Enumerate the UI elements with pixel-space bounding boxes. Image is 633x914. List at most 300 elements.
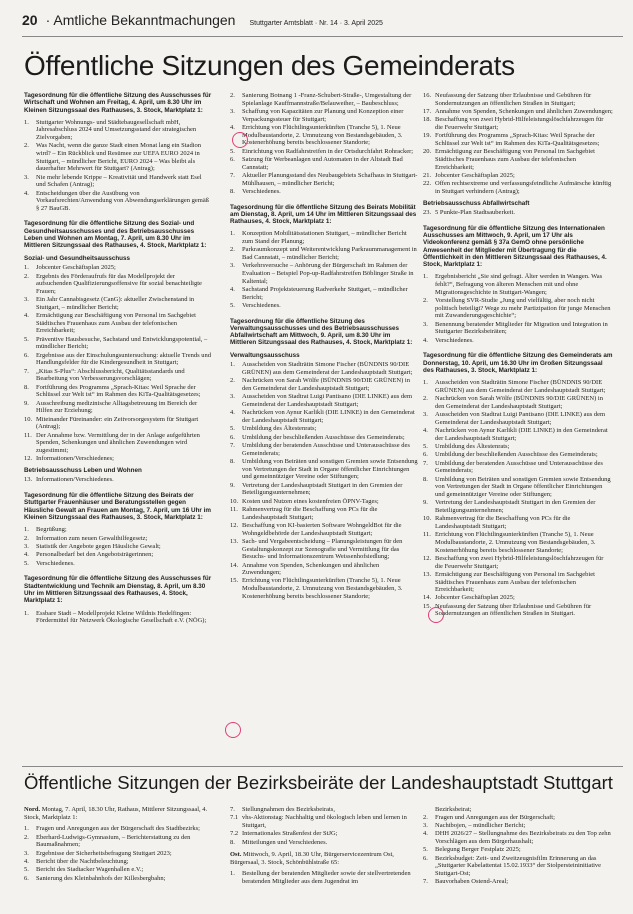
item-text: Sach- und Vergabeentscheidung – Planungsleistungen für den Gestaltungskonzept zur Szenografie und Vermittlung für das Besuchs- und Informationszentrum Weissenhofsiedlung;	[242, 537, 403, 561]
item-number: 7.1	[230, 814, 239, 822]
agenda-list	[24, 526, 212, 567]
item-number: 5.	[423, 443, 428, 451]
item-text: Ausscheiden von Stadtrat Luigi Pantisano (DIE LINKE) aus dem Gemeinderat der Landeshauptstadt Stuttgart;	[242, 393, 413, 408]
item-number: 1.	[24, 609, 29, 617]
item-text: Ermächtigung zur Beschäftigung von Personal im Sachgebiet Städtisches Frauenhaus zum Ausbau der telefonischen Erreichbarkeit;	[435, 570, 595, 594]
item-text: Umbildung des Ältestenrats;	[242, 425, 317, 433]
item-text: Fortführung des Programms „Sprach-Kitas: Weil Sprache der Schlüssel zur Welt ist“ im Rahmen des KiTa-Qualitätsgesetzes;	[435, 132, 600, 147]
item-text: Ermächtigung zur Beschäftigung von Personal im Sachgebiet Städtisches Frauenhaus zum Ausbau der telefonischen Erreichbarkeit;	[435, 148, 595, 171]
item-text: Fragen und Anregungen aus der Bürgerschaft;	[435, 813, 555, 821]
agenda-item	[230, 148, 418, 156]
item-number: 21.	[423, 171, 432, 179]
agenda-list	[230, 361, 418, 600]
agenda-item	[423, 855, 613, 878]
agenda-list	[423, 814, 613, 886]
district-name: Ost.	[230, 851, 242, 859]
item-number: 2.	[24, 142, 29, 150]
item-number: 5.	[230, 301, 235, 309]
item-text: DHH 2026/27 – Stellungnahme des Bezirksbeirats zu den Top zehn Vorschlägen aus dem Bürgerhaushalt;	[435, 830, 611, 845]
item-text: Neufassung der Satzung über Erlaubnisse und Gebühren für Sondernutzungen an öffentlichen Straßen in Stuttgart;	[435, 92, 592, 107]
agenda-item	[230, 522, 418, 537]
item-text: Umbildung der beratenden Ausschüsse und Unterausschüsse des Gemeinderats;	[435, 459, 603, 475]
item-number: 4.	[24, 551, 29, 559]
item-text: Ausschreibung medizinische Alltagsbetreuung im Bereich der Hilfen zur Erziehung;	[36, 399, 198, 415]
item-number: 6.	[423, 854, 428, 862]
item-text: Essbare Stadt – Modellprojekt Kleine Wildnis Hedelfingen: Fördermittel für Netzwerk Ökologische Gesellschaft e.V. (NÖG);	[36, 609, 207, 625]
item-text: Aktueller Planungsstand des Neubaugebiets Schafhaus in Stuttgart-Mühlhausen, – mündlicher Bericht;	[242, 171, 418, 187]
agenda-item	[24, 296, 212, 311]
agenda-item	[24, 526, 212, 534]
item-text: Umbildung von Beiräten und sonstigen Gremien sowie Entsendung von Vertretungen der Stadt in Organe öffentlicher Einrichtungen und gemeinnütziger Vereine oder Stiftungen;	[242, 458, 418, 481]
agenda-item	[24, 875, 209, 883]
agenda-item	[24, 336, 212, 351]
page-header	[22, 12, 623, 34]
item-number: 2.	[24, 534, 29, 542]
item-number: 4.	[423, 427, 428, 435]
item-text: Entscheidungen über die Ausübung von Vorkaufsrechten/Anwendung von Abwendungserklärungen gemäß § 27 BauGB.	[36, 189, 209, 212]
item-number: 1.	[24, 264, 29, 272]
item-number: 10.	[423, 515, 432, 523]
agenda-item	[423, 108, 613, 116]
item-number: 3.	[24, 542, 29, 550]
item-text: Personalbedarf bei den Angebotsträgerinnen;	[36, 551, 154, 559]
item-text: Verschiedenes.	[36, 559, 75, 567]
agenda-item	[230, 434, 418, 442]
agenda-heading: Tagesordnung für die öffentliche Sitzung des Sozial- und Gesundheitsausschusses und des Betriebsausschusses Leben und Wohnen am Montag, 7. April, um 8.30 Uhr im Mittleren Sitzungssaal des Rathauses, 4. Stock, Marktplatz 1:	[24, 220, 207, 250]
item-number: 8.	[230, 458, 235, 465]
agenda-item	[230, 806, 418, 814]
agenda-item	[24, 866, 209, 874]
agenda-item	[423, 209, 613, 217]
agenda-item	[423, 878, 613, 886]
agenda-item	[230, 562, 418, 577]
agenda-item	[423, 476, 613, 499]
agenda-item	[423, 846, 613, 854]
agenda-item	[423, 460, 613, 475]
item-text: Beschaffung von zwei Hybrid-Hilfeleistungslöschfahrzeugen für die Feuerwehr Stuttgart;	[435, 116, 604, 131]
agenda-list	[423, 379, 613, 618]
item-text: Bezirksbudget: Zeit- und Zweitzeugnisfilm Erinnerung an das „Stuttgarter Kabelattentat 15.02.1933“ der Stolpersteininitiative Stuttgart-Ost;	[435, 854, 602, 877]
item-text: Offen rechtsextreme und verfassungsfeindliche Aufmärsche künftig in Stuttgart verhindern (Antrag);	[435, 180, 612, 195]
item-number: 2.	[24, 272, 29, 280]
item-number: 12.	[423, 554, 432, 562]
item-text: Umbildung der beschließenden Ausschüsse des Gemeinderats;	[242, 433, 405, 441]
agenda-list	[423, 273, 613, 344]
agenda-item	[423, 297, 613, 320]
item-text: 5 Punkte-Plan Stadtsauberkeit.	[435, 209, 515, 217]
agenda-item	[230, 172, 418, 187]
item-number: 4.	[230, 285, 235, 293]
item-text: Vertretung der Landeshauptstadt Stuttgart in den Gremien der Beteiligungsunternehmen;	[242, 481, 403, 497]
item-text: Verkehrsversuche – Anhörung der Bürgerschaft im Rahmen der Evaluation – Beispiel Pop-up-Radfahrstreifen Böblinger Straße in Kaltental;	[242, 262, 414, 285]
agenda-item	[230, 839, 418, 847]
agenda-item	[423, 451, 613, 459]
agenda-heading: Tagesordnung für die öffentliche Sitzung des Internationalen Ausschusses am Mittwoch, 9. April, um 17 Uhr als Videokonferenz gemäß § 37a GemO ohne persönliche Anwesenheit der Mitglieder mit Übertragung für die Öffentlichkeit in den Mittleren Sitzungssaal des Rathauses, 4. Stock, Marktplatz 1:	[423, 224, 607, 269]
item-number: 7.	[230, 171, 235, 179]
item-number: 7.2	[230, 830, 239, 838]
item-number: 11.	[24, 431, 32, 439]
agenda-item	[230, 302, 418, 310]
item-number: 8.	[423, 475, 428, 483]
agenda-item	[230, 498, 418, 506]
item-number: 5.	[423, 846, 428, 854]
item-text: Benennung beratender Mitglieder für Migration und Integration in Stuttgarter Bezirksbeiräten;	[435, 320, 608, 336]
committee-subheading: Betriebsausschuss Leben und Wohnen	[24, 466, 142, 474]
item-text: Information zum neuen Gewalthilfegesetz;	[36, 534, 148, 542]
item-number: 15.	[230, 577, 239, 585]
item-number: 2.	[423, 395, 428, 403]
item-text: Ein Jahr Cannabisgesetz (CanG): aktueller Zwischenstand in Stuttgart, – mündlicher Bericht;	[36, 296, 195, 311]
item-text: Vorstellung SVR-Studie „Jung und vielfältig, aber noch nicht politisch beteiligt? Wege zu mehr Partizipation für junge Menschen mit Zuwanderungsgeschichte“;	[435, 297, 611, 320]
item-number: 3.	[24, 296, 29, 304]
agenda-heading: Tagesordnung für die öffentliche Sitzung des Verwaltungsausschusses und des Betriebsausschusses Abfallwirtschaft am Mittwoch, 9. April, um 8.30 Uhr im Mittleren Sitzungssaal des Rathauses, 4. Stock, Marktplatz 1:	[230, 317, 413, 347]
agenda-item	[230, 156, 418, 171]
item-number: 9.	[24, 399, 29, 407]
item-number: 4.	[24, 857, 29, 865]
item-number: 2.	[230, 92, 235, 99]
item-text: Nachtbojen, – mündlicher Bericht;	[435, 821, 526, 829]
item-number: 3.	[24, 173, 29, 181]
agenda-item	[423, 132, 613, 147]
committee-subheading: Sozial- und Gesundheitsausschuss	[24, 254, 131, 262]
agenda-item	[24, 119, 212, 142]
agenda-item	[24, 384, 212, 399]
item-text: Konzeption Mobilitätsstationen Stuttgart, – mündlicher Bericht zum Stand der Planung;	[242, 230, 407, 245]
item-text: Bauvorhaben Ostend-Areal;	[435, 878, 509, 886]
agenda-item	[24, 858, 209, 866]
item-text: Ergebnisse der Sicherheitsbefragung Stuttgart 2023;	[36, 849, 172, 857]
page-number: 20	[22, 12, 38, 28]
item-number: 11.	[230, 505, 238, 513]
item-text: Ergebnisse aus der Einschulungsuntersuchung: aktuelle Trends und Handlungsfelder für die Kindergesundheit in Stuttgart;	[36, 351, 211, 367]
item-text: Ausscheiden von Stadträtin Simone Fischer (BÜNDNIS 90/DIE GRÜNEN) aus dem Gemeinderat der Landeshauptstadt Stuttgart;	[242, 361, 413, 376]
agenda-item	[423, 822, 613, 830]
item-text: Errichtung von Flüchtlingsunterkünften (Tranche 5), 1. Neue Modulbaustandorte, 2. Umnutzung von Bestandsgebäuden, 3. Kostenerhöhung bereits beschlossener Standorte;	[242, 123, 403, 147]
item-number: 13.	[24, 476, 33, 484]
item-number: 13.	[230, 537, 239, 545]
item-number: 1.	[230, 361, 235, 369]
agenda-item	[24, 190, 212, 213]
agenda-item	[423, 830, 613, 845]
item-number: 1.	[230, 230, 235, 238]
main-title: Öffentliche Sitzungen des Gemeinderats	[24, 50, 515, 81]
agenda-item	[24, 416, 212, 431]
agenda-item	[423, 172, 613, 180]
committee-subheading: Verwaltungsausschuss	[230, 351, 300, 359]
item-number: 7.	[230, 806, 235, 813]
pink-highlight-circle	[232, 132, 248, 148]
agenda-item	[24, 455, 212, 463]
item-text: Stellungnahmen des Bezirksbeirats,	[242, 806, 335, 813]
item-number: 7.	[423, 459, 428, 467]
agenda-item	[230, 425, 418, 433]
item-number: 22.	[423, 180, 432, 188]
item-number: 14.	[423, 594, 432, 602]
agenda-item	[24, 400, 212, 415]
agenda-item	[24, 610, 212, 625]
item-text: Vertretung der Landeshauptstadt Stuttgart in den Gremien der Beteiligungsunternehmen;	[435, 499, 596, 514]
agenda-list	[423, 209, 613, 217]
agenda-list	[230, 870, 418, 885]
agenda-item	[24, 825, 209, 833]
agenda-item	[24, 834, 209, 849]
district-name: Nord.	[24, 806, 41, 813]
agenda-item	[423, 499, 613, 514]
agenda-item	[423, 443, 613, 451]
item-number: 4.	[24, 189, 29, 197]
item-number: 5.	[24, 559, 29, 567]
agenda-item	[230, 506, 418, 521]
agenda-item	[423, 411, 613, 426]
agenda-item	[24, 142, 212, 172]
agenda-item	[423, 379, 613, 394]
agenda-item	[423, 531, 613, 554]
item-number: 1.	[423, 273, 428, 281]
agenda-item	[230, 409, 418, 424]
item-text: Ermächtigung zur Beschäftigung von Personal im Sachgebiet Städtisches Frauenhaus zum Ausbau der telefonischen Erreichbarkeit;	[36, 312, 196, 335]
item-number: 10.	[230, 497, 239, 505]
item-text: Verschiedenes.	[435, 336, 474, 344]
agenda-list	[423, 92, 613, 196]
agenda-item	[423, 603, 613, 618]
meeting-info: Mittwoch, 9. April, 18.30 Uhr, Bürgerservicezentrum Ost, Bürgersaal, 3. Stock, Schönbühlstraße 65:	[230, 851, 394, 866]
section-title: · Amtliche Bekanntmachungen	[45, 12, 236, 28]
agenda-item	[423, 273, 613, 296]
item-number: 1.	[24, 526, 29, 534]
agenda-item	[230, 442, 418, 457]
item-number: 19.	[423, 132, 432, 140]
agenda-item	[423, 180, 613, 195]
item-number: 9.	[423, 499, 428, 507]
agenda-item	[230, 870, 418, 885]
agenda-item	[230, 393, 418, 408]
item-text: Rahmenvertrag für die Beschaffung von PCs für die Landeshauptstadt Stuttgart;	[242, 505, 378, 521]
item-number: 6.	[423, 451, 428, 459]
item-text: Parkraumkonzept und Weiterentwicklung Parkraummanagement in Bad Cannstatt, – mündlicher Bericht;	[242, 246, 417, 261]
item-number: 12.	[230, 521, 239, 529]
item-text: Nachrücken von Aynur Karlikli (DIE LINKE) in den Gemeinderat der Landeshauptstadt Stuttgart;	[242, 409, 415, 424]
section-rule	[22, 766, 623, 767]
item-text: Der Annahme bzw. Vermittlung der in der Anlage aufgeführten Spenden, Schenkungen und ähnlichen Zuwendungen wird zugestimmt;	[36, 431, 200, 454]
agenda-heading: Tagesordnung für die öffentliche Sitzung des Beirats der Stuttgarter Frauenhäuser und Beratungsstellen gegen Häusliche Gewalt an Frauen am Montag, 7. April, um 16 Uhr im Kleinen Sitzungssaal des Rathauses, 3. Stock, Marktplatz 1:	[24, 491, 211, 521]
item-number: 4.	[230, 409, 235, 417]
item-number: 7.	[423, 878, 428, 886]
committee-subheading: Betriebsausschuss Abfallwirtschaft	[423, 199, 530, 207]
item-text: Sanierung Botnang 1 -Franz-Schubert-Straße-, Umgestaltung der Spielanlage Kauffmannstraße/Belauweiher, – Baubeschluss;	[242, 92, 412, 107]
bottom-column-1	[24, 806, 209, 883]
agenda-heading: Tagesordnung für die öffentliche Sitzung des Gemeinderats am Donnerstag, 10. April, um 16.30 Uhr im Großen Sitzungssaal des Rathauses, 3. Stock, Marktplatz 1:	[423, 352, 613, 374]
item-number: 10.	[24, 415, 33, 423]
item-text: Annahme von Spenden, Schenkungen und ähnlichen Zuwendungen;	[242, 561, 380, 577]
item-number: 6.	[230, 155, 235, 163]
item-text: Nachrücken von Sarah Wölfe (BÜNDNIS 90/DIE GRÜNEN) in den Gemeinderat der Landeshauptstadt Stuttgart;	[435, 395, 603, 410]
item-number: 7.	[230, 442, 235, 450]
column-2	[230, 92, 418, 601]
item-text: Kosten und Nutzen eines kostenfreien ÖPNV-Tages;	[242, 497, 379, 505]
item-number: 2.	[230, 377, 235, 385]
item-text: Verschiedenes.	[242, 301, 281, 309]
item-text: Jobcenter Geschäftsplan 2025;	[435, 594, 515, 602]
item-number: 3.	[230, 262, 235, 270]
item-number: 20.	[423, 148, 432, 156]
item-text: Präventive Hausbesuche, Sachstand und Entwicklungspotential, – mündlicher Bericht;	[36, 335, 208, 351]
continued-text: Bezirksbeirat;	[435, 806, 472, 813]
item-number: 5.	[24, 335, 29, 343]
item-text: Stuttgarter Wohnungs- und Städtebaugesellschaft mbH, Jahresabschluss 2024 und Umsetzungsstand der strategischen Zielvorgaben;	[36, 118, 197, 142]
item-number: 4.	[24, 312, 29, 320]
agenda-item	[24, 850, 209, 858]
agenda-item	[423, 594, 613, 602]
item-text: Satzung für Werbeanlagen und Automaten in der Altstadt Bad Cannstatt;	[242, 155, 403, 171]
item-text: Verschiedenes.	[242, 187, 281, 195]
item-number: 2.	[423, 813, 428, 821]
item-text: Sanierung des Kleinbahnhofs der Killesbergbahn;	[36, 874, 166, 882]
agenda-item	[423, 515, 613, 530]
header-rule	[22, 36, 623, 37]
item-text: Nie mehr lebende Krippe – Kreativität und Handwerk statt Esel und Schafen (Antrag);	[36, 173, 202, 189]
agenda-item	[423, 337, 613, 345]
item-text: Internationales Straßenfest der StJG;	[242, 830, 338, 838]
agenda-item	[24, 312, 212, 335]
item-number: 3.	[423, 320, 428, 328]
agenda-item	[423, 321, 613, 336]
item-number: 3.	[230, 107, 235, 115]
item-number: 1.	[24, 825, 29, 833]
agenda-list	[230, 806, 418, 846]
item-number: 5.	[230, 425, 235, 433]
item-number: 3.	[423, 821, 428, 829]
agenda-item	[230, 124, 418, 147]
item-number: 8.	[230, 838, 235, 846]
agenda-item	[230, 577, 418, 600]
column-1	[24, 92, 212, 626]
item-number: 14.	[230, 561, 239, 569]
item-number: 7.	[24, 367, 29, 375]
agenda-item	[230, 92, 418, 107]
item-number: 17.	[423, 107, 432, 115]
agenda-item	[423, 571, 613, 594]
item-number: 9.	[230, 481, 235, 489]
item-text: Fortführung des Programms „Sprach-Kitas: Weil Sprache der Schlüssel zur Welt ist“ im Rahmen des KiTa-Qualitätsgesetzes;	[36, 383, 201, 399]
item-text: Jobcenter Geschäftsplan 2025;	[36, 264, 116, 272]
agenda-item	[24, 174, 212, 189]
item-text: Bericht über die Nachtbeleuchtung;	[36, 857, 129, 865]
item-number: 4.	[423, 830, 428, 838]
agenda-item	[24, 560, 212, 568]
item-text: Ergebnisbericht „Sie sind gefragt. Älter werden in Wangen. Was fehlt?“, Befragung von älteren Menschen mit und ohne Migrationsgeschichte in Stuttgart-Wangen;	[435, 273, 603, 296]
item-text: Errichtung von Flüchtlingsunterkünften (Tranche 5), 1. Neue Modulbaustandorte, 2. Umnutzung von Bestandsgebäuden, 3. Kostenerhöhung bereits beschlossener Standorte;	[435, 531, 596, 554]
agenda-list	[24, 119, 212, 213]
item-text: Ausscheiden von Stadträtin Simone Fischer (BÜNDNIS 90/DIE GRÜNEN) aus dem Gemeinderat der Landeshauptstadt Stuttgart;	[435, 379, 606, 394]
agenda-item	[24, 273, 212, 296]
item-text: Beschaffung von KI-basierten Software WohngeldBot für die Wohngeldbehörde der Landeshauptstadt Stuttgart;	[242, 521, 402, 537]
agenda-list	[230, 92, 418, 196]
agenda-list	[24, 476, 212, 484]
item-text: Sachstand Projektsteuerung Radverkehr Stuttgart, – mündlicher Bericht;	[242, 285, 408, 301]
pink-highlight-circle	[428, 607, 444, 623]
agenda-item	[230, 246, 418, 261]
item-number: 1.	[423, 379, 428, 387]
item-text: Jobcenter Geschäftsplan 2025;	[435, 171, 515, 179]
item-number: 13.	[423, 570, 432, 578]
item-number: 1.	[24, 118, 29, 126]
item-text: Beschaffung von zwei Hybrid-Hilfeleistungslöschfahrzeugen für die Feuerwehr Stuttgart;	[435, 554, 604, 570]
item-number: 5.	[230, 147, 235, 155]
agenda-item	[423, 814, 613, 822]
item-text: Umbildung des Ältestenrats;	[435, 443, 510, 451]
agenda-item	[423, 92, 613, 107]
item-text: Eberhard-Ludwigs-Gymnasium, – Berichterstattung zu den Baumaßnahmen;	[36, 833, 191, 849]
item-number: 3.	[423, 411, 428, 419]
item-text: Bestellung der beratenden Mitglieder sowie der stellvertretenden beratenden Mitglieder aus dem Jugendrat im	[242, 870, 411, 885]
agenda-list	[24, 610, 212, 625]
item-text: Informationen/Verschiedenes.	[36, 476, 114, 484]
item-number: 6.	[24, 874, 29, 882]
agenda-item	[423, 555, 613, 570]
agenda-item	[24, 264, 212, 272]
agenda-item	[230, 262, 418, 285]
item-text: Fragen und Anregungen aus der Bürgerschaft des Stadtbezirks;	[36, 825, 200, 833]
item-text: Belegung Berger Festplatz 2025;	[435, 846, 521, 854]
agenda-item	[423, 116, 613, 131]
agenda-item	[24, 543, 212, 551]
item-text: vhs-Aktionstag: Nachhaltig und ökologisch leben und lernen in Stuttgart,	[242, 814, 407, 829]
agenda-item	[423, 395, 613, 410]
bottom-column-3	[423, 806, 613, 887]
item-number: 5.	[24, 866, 29, 874]
item-number: 3.	[24, 849, 29, 857]
item-text: Informationen/Verschiedenes;	[36, 455, 114, 463]
agenda-item	[230, 830, 418, 838]
item-number: 3.	[230, 393, 235, 401]
item-text: Was Nacht, wenn die ganze Stadt einen Monat lang ein Stadion wird? – Ein Rückblick und Resümee zur UEFA EURO 2024 in Stuttgart, – mündlicher Bericht, EURO 2024 – Was bleibt als dauerhafter Mehrwert für Stuttgart? (Antrag);	[36, 142, 202, 173]
item-number: 8.	[230, 187, 235, 195]
item-number: 4.	[230, 123, 235, 131]
agenda-item	[230, 482, 418, 497]
item-text: Ausscheiden von Stadtrat Luigi Pantisano (DIE LINKE) aus dem Gemeinderat der Landeshauptstadt Stuttgart;	[435, 411, 606, 426]
agenda-item	[230, 188, 418, 196]
agenda-item	[230, 230, 418, 245]
pink-highlight-circle	[225, 722, 241, 738]
agenda-item	[24, 551, 212, 559]
issue-meta: Stuttgarter Amtsblatt · Nr. 14 · 3. April 2025	[249, 20, 383, 27]
agenda-item	[230, 538, 418, 561]
item-text: Begrüßung;	[36, 526, 67, 534]
item-number: 1.	[230, 870, 235, 878]
agenda-item	[423, 427, 613, 442]
item-text: Schaffung von Kapazitäten zur Planung und Konzeption einer Verpackungssteuer für Stuttgart;	[242, 107, 404, 123]
agenda-item	[24, 368, 212, 383]
item-text: Umbildung von Beiräten und sonstigen Gremien sowie Entsendung von Vertretungen der Stadt in Organe öffentlicher Einrichtungen und gemeinnütziger Vereine oder Stiftungen;	[435, 475, 611, 498]
item-text: Umbildung der beratenden Ausschüsse und Unterausschüsse des Gemeinderats;	[242, 442, 410, 457]
meeting-info: Montag, 7. April, 18.30 Uhr, Rathaus, Mittlerer Sitzungssaal, 4. Stock, Marktplatz 1:	[24, 806, 208, 821]
column-3	[423, 92, 613, 619]
item-text: Ergebnis des Förderaufrufs für das Modellprojekt der aufsuchenden Qualifizierungsoffensive für sozial benachteiligte Frauen;	[36, 272, 202, 295]
item-number: 6.	[24, 351, 29, 359]
item-number: 2.	[24, 833, 29, 841]
agenda-item	[230, 458, 418, 481]
item-text: Umbildung der beschließenden Ausschüsse des Gemeinderats;	[435, 451, 598, 459]
item-text: „Kitas S-Plus“: Abschlussbericht, Qualitätsstandards und Bearbeitung von Verbesserungsvorschlägen;	[36, 367, 185, 383]
item-number: 8.	[24, 383, 29, 391]
agenda-list	[24, 825, 209, 882]
item-text: Nachrücken von Sarah Wölfe (BÜNDNIS 90/DIE GRÜNEN) in den Gemeinderat der Landeshauptstadt Stuttgart;	[242, 377, 410, 392]
agenda-item	[24, 476, 212, 484]
item-text: Annahme von Spenden, Schenkungen und ähnlichen Zuwendungen;	[435, 107, 613, 115]
second-title: Öffentliche Sitzungen der Bezirksbeiräte der Landeshauptstadt Stuttgart	[24, 772, 613, 793]
agenda-item	[230, 814, 418, 829]
item-number: 6.	[230, 433, 235, 441]
